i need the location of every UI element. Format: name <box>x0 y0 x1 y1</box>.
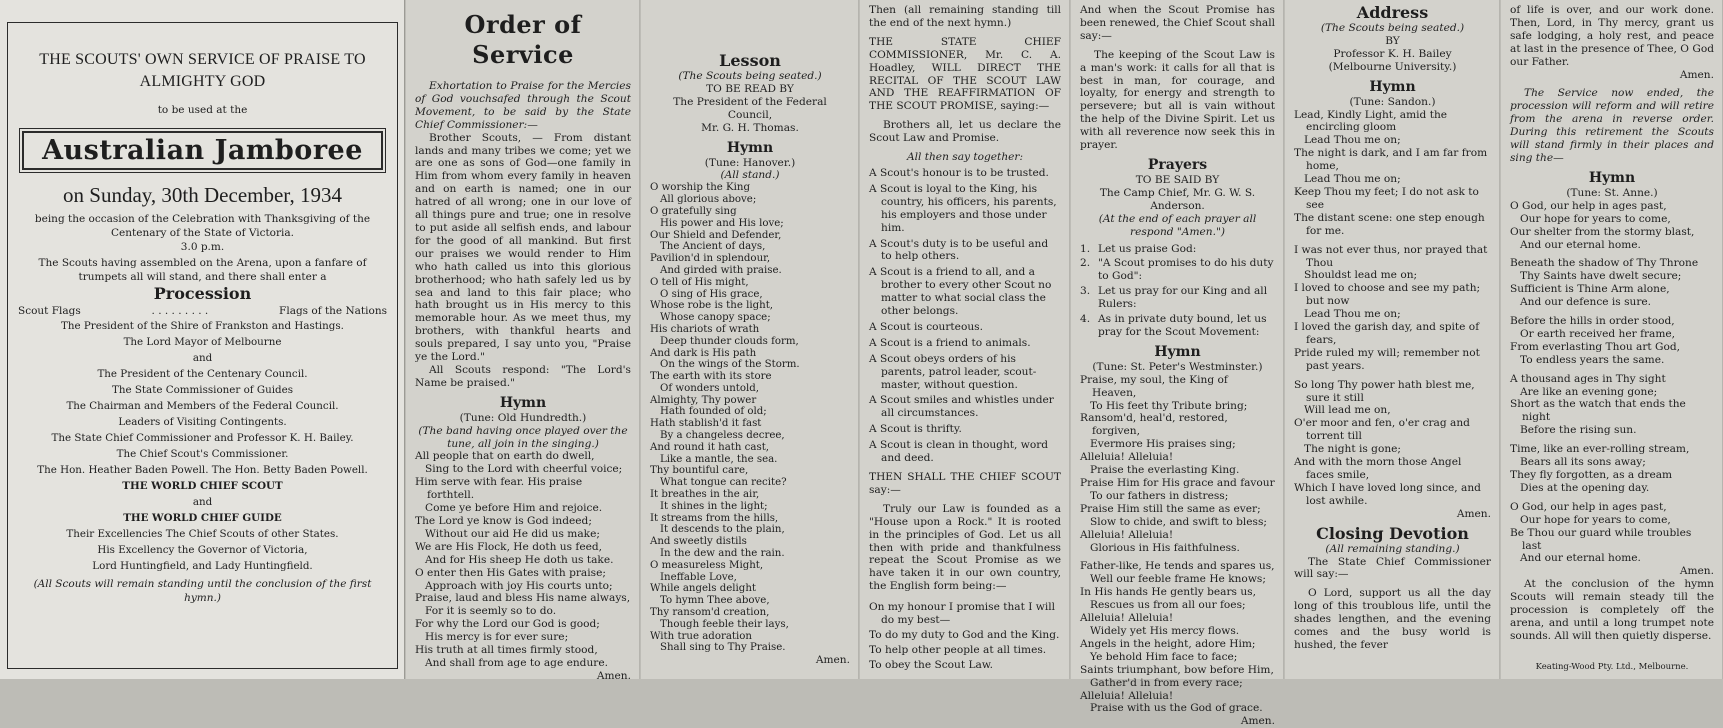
promise-line: To obey the Scout Law. <box>869 658 994 671</box>
brothers-all: Brothers all, let us declare the Scout Law and Promise. <box>869 119 1061 145</box>
service-date: on Sunday, 30th December, 1934 <box>63 182 342 207</box>
hymn-line: Pavilion'd in splendour, <box>650 253 771 265</box>
hymn-line: Angels in the height, adore Him; <box>1080 637 1256 650</box>
amen-2: Amen. <box>815 654 850 667</box>
hymn-line: To hymn Thee above, <box>660 595 770 607</box>
scouts-respond: All Scouts respond: "The Lord's Name be praised." <box>415 363 631 389</box>
occasion-text: being the occasion of the Celebration with Thanksgiving of the Centenary of the State of Victoria. <box>34 212 371 239</box>
hymn-line: Praise the everlasting King. <box>1090 464 1240 477</box>
procession-item: The State Chief Commissioner and Professor K. H. Bailey. <box>51 431 354 444</box>
procession-item: and <box>192 351 213 364</box>
hymn-line: Approach with joy His courts unto; <box>425 579 613 592</box>
hymn-tune-6: (Tune: St. Anne.) <box>1566 186 1658 199</box>
procession-item: His Excellency the Governor of Victoria, <box>97 543 308 556</box>
hymn-line: Hath stablish'd it fast <box>650 418 762 430</box>
hymn-line: Whose robe is the light, <box>650 300 774 312</box>
keeping-law: The keeping of the Scout Law is a man's work: it calls for all that is best in man, for courage, and loyalty, for energy and strength to persevere; but all is vain without the help of the Divine Spirit. Let us with all reverence now seek this in prayer. <box>1080 48 1275 152</box>
scout-law-item: A Scout is a friend to all, and a brother to every other Scout no matter to what social class the other belongs. <box>869 266 1052 318</box>
cover-panel <box>0 0 405 679</box>
hymn-line: Lead Thou me on; <box>1304 173 1401 186</box>
hymn-line: They fly forgotten, as a dream <box>1510 469 1673 481</box>
column-3 <box>860 0 1070 679</box>
hymn-heading-6: Hymn <box>1588 169 1636 186</box>
lesson-seated: (The Scouts being seated.) <box>678 70 822 82</box>
prayer-item <box>1080 313 1275 339</box>
hymn-line: O measureless Might, <box>650 559 764 571</box>
hymn-line: Our hope for years to come, <box>1520 513 1671 526</box>
procession-item: The Lord Mayor of Melbourne <box>123 335 282 348</box>
amen-4: Amen. <box>1240 715 1275 728</box>
hymn-line: Him serve with fear. His praise forthtell. <box>415 476 583 502</box>
hymn-line: Whose canopy space; <box>660 312 771 324</box>
prayers-list <box>1080 243 1275 339</box>
hymn-line: I loved the garish day, and spite of fears, <box>1294 321 1480 346</box>
hymn-line: In His hands He gently bears us, <box>1080 586 1256 599</box>
cover-title: THE SCOUTS' OWN SERVICE OF PRAISE TO ALMIGHTY GOD <box>39 51 366 90</box>
to-be-used: to be used at the <box>157 104 248 116</box>
hymn-lines-4 <box>1080 374 1275 716</box>
hymn-line: His truth at all times firmly stood, <box>415 644 598 657</box>
hymn-line: All glorious above; <box>660 194 757 206</box>
hymn-line: Thy ransom'd creation, <box>650 607 770 619</box>
hymn-line: Like a mantle, the sea. <box>660 453 778 465</box>
hymn-line: The night is gone; <box>1304 443 1401 456</box>
band-note: (The band having once played over the tune, all join in the singing.) <box>418 424 628 450</box>
procession-item: Their Excellencies The Chief Scouts of other States. <box>66 527 339 540</box>
amen-1: Amen. <box>596 669 631 682</box>
hymn-line: To His feet thy Tribute bring; <box>1090 399 1248 412</box>
promise-line: On my honour I promise that I will do my best— <box>869 601 1056 627</box>
hymn-line: Almighty, Thy power <box>650 394 757 406</box>
prayer-item <box>1080 243 1275 256</box>
hymn-line: I was not ever thus, nor prayed that Thou <box>1294 243 1488 269</box>
hymn-line: Be Thou our guard while troubles last <box>1510 526 1692 552</box>
hymn-line: Without our aid He did us make; <box>425 527 600 540</box>
hymn-tune-1: (Tune: Old Hundredth.) <box>459 411 587 424</box>
hymn-line: From everlasting Thou art God, <box>1510 340 1681 353</box>
printer-imprint: Keating-Wood Pty. Ltd., Melbourne. <box>1535 661 1689 672</box>
hymn-heading-5: Hymn <box>1369 78 1416 95</box>
hymn-line: While angels delight <box>650 583 756 595</box>
scout-law-item: A Scout smiles and whistles under all circumstances. <box>869 394 1054 420</box>
hymn-line: Alleluia! Alleluia! <box>1080 689 1174 702</box>
hymn-line: Rescues us from all our foes; <box>1090 599 1246 612</box>
hymn-line: The Ancient of days, <box>660 241 766 253</box>
promise-line: To do my duty to God and the King. <box>869 628 1060 641</box>
hymn-line: Widely yet His mercy flows. <box>1090 624 1240 637</box>
scout-law-item: A Scout is a friend to animals. <box>869 336 1031 349</box>
closing-devotion-heading: Closing Devotion <box>1316 523 1469 543</box>
hymn-line: Ye behold Him face to face; <box>1090 650 1238 663</box>
hymn-line: Lead Thou me on; <box>1304 134 1401 147</box>
hymn-line: Praise, my soul, the King of Heaven, <box>1080 373 1228 399</box>
hymn-line: Though feeble their lays, <box>660 618 789 630</box>
hymn-line: What tongue can recite? <box>660 477 787 489</box>
hymn-line: Will lead me on, <box>1304 404 1391 417</box>
hymn-line: The night is dark, and I am far from home, <box>1294 147 1488 173</box>
respond-amen: (At the end of each prayer all respond "Amen.") <box>1098 212 1257 238</box>
hymn-line: Keep Thou my feet; I do not ask to see <box>1294 185 1479 211</box>
hymn-lines-1 <box>415 450 631 669</box>
scout-laws <box>869 167 1061 465</box>
hymn-line: Alleluia! Alleluia! <box>1080 528 1174 541</box>
closing-prayer-continued: of life is over, and our work done. Then, Lord, in Thy mercy, grant us safe lodging, a holy rest, and peace at last in the presence of Thee, O God our Father. <box>1510 4 1714 68</box>
hymn-line: And with the morn those Angel faces smile, <box>1294 456 1462 481</box>
closing-prayer-start: O Lord, support us all the day long of this troublous life, until the shades lengthen, and the evening comes and the busy world is hushed, the fever <box>1294 587 1491 651</box>
hymn-line: Gather'd in from every race; <box>1090 676 1243 689</box>
hymn-line: Or earth received her frame, <box>1520 327 1676 340</box>
flags-right: Flags of the Nations <box>279 304 387 317</box>
all-stand: (All stand.) <box>720 169 780 182</box>
hymn-line: Praise Him still the same as ever; <box>1080 502 1261 515</box>
hymn-line: And our eternal home. <box>1520 552 1641 565</box>
scout-law-item: A Scout obeys orders of his parents, patrol leader, scout-master, without question. <box>869 352 1037 391</box>
direct-recital: THE STATE CHIEF COMMISSIONER, Mr. C. A. Hoadley, WILL DIRECT THE RECITAL OF THE SCOUT LAW AND THE REAFFIRMATION OF THE SCOUT PROMISE, saying:— <box>869 35 1061 113</box>
prayer-number: 1. <box>1080 242 1091 255</box>
hymn-line: Praise with us the God of grace. <box>1090 702 1263 715</box>
hymn-line: For it is seemly so to do. <box>425 605 557 618</box>
all-then-say: All then say together: <box>906 151 1024 164</box>
hymn-line: Lead, Kindly Light, amid the encircling gloom <box>1294 108 1448 134</box>
hymn-line: O'er moor and fen, o'er crag and torrent till <box>1294 417 1470 443</box>
hymn-line: We are His Flock, He doth us feed, <box>415 540 603 553</box>
brother-scouts-text: Brother Scouts, — From distant lands and many tribes we come; yet we are one as sons of God—one family in Him from whom every family in heaven and on earth is named; one in our hatred of all wrong; one in our love of all things pure and true; one in resolve to put aside all selfish ends, and labour for the good of all mankind. But first our praises we would render to Him who hath called us into this glorious brotherhood; who hath safely led us by sea and land to this fair place; who hath brought us in His mercy to this memorable hour. As we meet thus, my brothers, with thankful hearts and souls prepared, I say unto you, "Praise ye the Lord." <box>415 131 631 364</box>
hymn-line: And round it hath cast, <box>650 441 770 453</box>
procession-heading: Procession <box>153 283 252 303</box>
amen-5: Amen. <box>1456 507 1491 520</box>
hymn-line: Our shelter from the stormy blast, <box>1510 225 1695 238</box>
prayer-text: As in private duty bound, let us pray for the Scout Movement: <box>1098 313 1267 338</box>
scout-law-item: A Scout is clean in thought, word and deed. <box>869 439 1049 465</box>
hymn-lines-2 <box>650 182 850 654</box>
hymn-line: So long Thy power hath blest me, sure it still <box>1294 378 1475 404</box>
hymn-line: For why the Lord our God is good; <box>415 618 600 631</box>
hymn-line: Praise, laud and bless His name always, <box>415 592 631 605</box>
hymn-line: Time, like an ever-rolling stream, <box>1510 443 1690 456</box>
hymn-line: His mercy is for ever sure; <box>425 631 569 644</box>
column-5 <box>1285 0 1500 679</box>
hymn-line: Short as the watch that ends the night <box>1510 398 1686 424</box>
prayer-text: "A Scout promises to do his duty to God": <box>1098 257 1274 283</box>
conclusion-note: At the conclusion of the hymn Scouts will remain steady till the procession is completely off the arena, and until a long trumpet note sounds. All will then quietly disperse. <box>1510 578 1714 642</box>
amen-6a: Amen. <box>1679 68 1714 81</box>
scout-law-item: A Scout is courteous. <box>869 320 983 333</box>
all-remaining-standing: (All remaining standing.) <box>1325 542 1460 555</box>
promise-line: To help other people at all times. <box>869 643 1047 656</box>
procession-item: and <box>192 495 213 508</box>
hymn-line: I loved to choose and see my path; but now <box>1294 282 1481 308</box>
hymn-line: O gratefully sing <box>650 205 737 217</box>
hymn-line: Thy Saints have dwelt secure; <box>1520 270 1682 283</box>
hymn-line: Lead Thou me on; <box>1304 308 1401 321</box>
prayer-number: 4. <box>1080 313 1091 326</box>
to-be-read: TO BE READ BY <box>706 82 794 95</box>
hymn-line: Sing to the Lord with cheerful voice; <box>425 463 623 476</box>
hymn-line: And sweetly distils <box>650 536 747 548</box>
hymn-line: His power and His love; <box>660 217 784 229</box>
hymn-line: O worship the King <box>650 182 750 194</box>
prayer-text: Let us pray for our King and all Rulers: <box>1098 285 1268 311</box>
hymn-line: Glorious in His faithfulness. <box>1090 541 1240 554</box>
hymn-line: Deep thunder clouds form, <box>660 335 799 347</box>
reader-name: Mr. G. H. Thomas. <box>701 121 799 134</box>
hymn-line: Evermore His praises sing; <box>1090 438 1236 451</box>
then-note: Then (all remaining standing till the end of the next hymn.) <box>869 4 1061 29</box>
assembly-text: The Scouts having assembled on the Arena, upon a fanfare of trumpets all will stand, and there shall enter a <box>38 256 367 283</box>
hymn-line: Well our feeble frame He knows; <box>1090 573 1266 586</box>
hymn-line: It shines in the light; <box>660 500 768 512</box>
hymn-line: O God, our help in ages past, <box>1510 500 1667 513</box>
hymn-line: It descends to the plain, <box>660 524 785 536</box>
procession-item: The President of the Centenary Council. <box>97 367 308 380</box>
hymn-line: All people that on earth do dwell, <box>415 450 595 463</box>
hymn-line: And girded with praise. <box>660 264 782 276</box>
procession-list <box>18 318 387 574</box>
order-of-service-title: Order of Service <box>464 10 582 69</box>
professor: Professor K. H. Bailey <box>1333 47 1452 60</box>
hymn-line: On the wings of the Storm. <box>660 359 800 371</box>
procession-item: The Hon. Heather Baden Powell. The Hon. Betty Baden Powell. <box>37 463 368 476</box>
hymn-line: The distant scene: one step enough for me. <box>1294 211 1485 237</box>
hymn-line: Alleluia! Alleluia! <box>1080 451 1174 464</box>
procession-item: THE WORLD CHIEF GUIDE <box>123 511 282 524</box>
hymn-line: O tell of His might, <box>650 276 749 288</box>
when-promise: And when the Scout Promise has been renewed, the Chief Scout shall say:— <box>1080 4 1275 42</box>
flags-row <box>18 304 387 318</box>
truly-text: Truly our Law is founded as a "House upon a Rock." It is rooted in the principles of God. Let us all then with pride and thankfulness repeat the Scout Promise as we have taken it in our own country, the English form being:— <box>869 502 1061 593</box>
hymn-heading-2: Hymn <box>726 139 774 156</box>
hymn-heading-1: Hymn <box>499 394 547 411</box>
hymn-line: O enter then His Gates with praise; <box>415 566 606 579</box>
hymn-line: Slow to chide, and swift to bless; <box>1090 515 1268 528</box>
procession-item: The Chief Scout's Commissioner. <box>116 447 289 460</box>
hymn-line: Before the hills in order stood, <box>1510 315 1675 328</box>
hymn-line: Our hope for years to come, <box>1520 212 1671 225</box>
hymn-line: In the dew and the rain. <box>660 548 785 560</box>
scout-law-item: A Scout's honour is to be trusted. <box>869 166 1049 179</box>
hymn-line: A thousand ages in Thy sight <box>1510 372 1666 385</box>
hymn-line: His chariots of wrath <box>650 323 760 335</box>
hymn-line: And dark is His path <box>650 347 757 359</box>
hymn-line: And our eternal home. <box>1520 238 1641 251</box>
hymn-line: Dies at the opening day. <box>1520 481 1650 494</box>
hymn-line: And our defence is sure. <box>1520 296 1652 309</box>
hymn-line: It breathes in the air, <box>650 489 760 501</box>
hymn-line: Shouldst lead me on; <box>1304 269 1418 282</box>
hymn-line: Beneath the shadow of Thy Throne <box>1510 257 1699 270</box>
procession-item: The Chairman and Members of the Federal Council. <box>66 399 339 412</box>
scout-law-item: A Scout is thrifty. <box>869 423 962 436</box>
hymn-lines-5 <box>1294 109 1491 508</box>
standing-note: (All Scouts will remain standing until the conclusion of the first hymn.) <box>33 577 372 604</box>
hymn-line: Shall sing to Thy Praise. <box>660 642 786 654</box>
procession-item: THE WORLD CHIEF SCOUT <box>122 479 283 492</box>
prayer-item <box>1080 257 1275 283</box>
scout-law-item: A Scout's duty is to be useful and to help others. <box>869 237 1049 263</box>
hymn-line: Saints triumphant, bow before Him, <box>1080 663 1274 676</box>
procession-item: Lord Huntingfield, and Lady Huntingfield. <box>92 559 313 572</box>
column-1 <box>406 0 640 682</box>
scout-promise <box>869 601 1061 672</box>
hymn-line: Are like an evening gone; <box>1520 385 1658 398</box>
commissioner-will-say: The State Chief Commissioner will say:— <box>1294 555 1491 581</box>
hymn-line: It streams from the hills, <box>650 512 779 524</box>
hymn-line: The Lord ye know is God indeed; <box>415 515 592 527</box>
hymn-line: Of wonders untold, <box>660 382 760 394</box>
address-by: BY <box>1385 34 1400 47</box>
address-seated: (The Scouts being seated.) <box>1320 22 1465 34</box>
prayer-text: Let us praise God: <box>1098 242 1197 255</box>
university: (Melbourne University.) <box>1328 60 1457 73</box>
hymn-tune-2: (Tune: Hanover.) <box>704 156 796 169</box>
procession-item: The State Commissioner of Guides <box>112 383 293 396</box>
hymn-line: Alleluia! Alleluia! <box>1080 612 1174 625</box>
scout-law-item: A Scout is loyal to the King, his country, his officers, his parents, his employers and those under him. <box>869 182 1057 234</box>
exhortation-note: Exhortation to Praise for the Mercies of God vouchsafed through the Scout Movement, to be said by the State Chief Commissioner:— <box>415 80 631 131</box>
column-6 <box>1501 0 1723 679</box>
hymn-line: Bears all its sons away; <box>1520 456 1646 469</box>
hymn-line: Father-like, He tends and spares us, <box>1080 560 1275 573</box>
column-2 <box>641 0 859 679</box>
hymn-line: The earth with its store <box>650 371 772 383</box>
flags-dots: . . . . . . . . . <box>151 304 209 317</box>
hymn-line: Ineffable Love, <box>660 571 737 583</box>
hymn-line: With true adoration <box>650 630 752 642</box>
then-shall-chief-scout: THEN SHALL THE CHIEF SCOUT say:— <box>869 471 1061 496</box>
prayer-number: 3. <box>1080 285 1091 298</box>
hymn-heading-4: Hymn <box>1154 343 1201 360</box>
hymn-tune-5: (Tune: Sandon.) <box>1349 95 1436 108</box>
address-heading: Address <box>1356 3 1429 22</box>
hymn-line: Sufficient is Thine Arm alone, <box>1510 283 1670 296</box>
amen-6b: Amen. <box>1679 565 1714 578</box>
camp-chief: The Camp Chief, Mr. G. W. S. Anderson. <box>1099 186 1256 212</box>
hymn-tune-4: (Tune: St. Peter's Westminster.) <box>1092 360 1263 373</box>
hymn-line: Come ye before Him and rejoice. <box>425 502 603 515</box>
flags-left: Scout Flags <box>18 304 81 317</box>
hymn-line: Ransom'd, heal'd, restored, forgiven, <box>1080 412 1228 438</box>
procession-item: The President of the Shire of Frankston and Hastings. <box>61 319 344 332</box>
hymn-line: By a changeless decree, <box>660 430 785 442</box>
prayers-said-by: TO BE SAID BY <box>1135 173 1220 186</box>
prayers-heading: Prayers <box>1147 156 1208 173</box>
hymn-line: Before the rising sun. <box>1520 424 1637 437</box>
hymn-line: O sing of His grace, <box>660 288 763 300</box>
read-by: The President of the Federal Council, <box>673 95 827 121</box>
column-4 <box>1071 0 1284 728</box>
hymn-line: Our Shield and Defender, <box>650 229 782 241</box>
service-time: 3.0 p.m. <box>180 240 225 253</box>
hymn-line: To our fathers in distress; <box>1090 489 1229 502</box>
hymn-line: Praise Him for His grace and favour <box>1080 477 1275 489</box>
lesson-heading: Lesson <box>719 51 781 70</box>
hymn-line: And shall from age to age endure. <box>425 656 608 669</box>
hymn-line: O God, our help in ages past, <box>1510 199 1667 212</box>
hymn-line: Which I have loved long since, and lost awhile. <box>1294 481 1481 507</box>
prayer-number: 2. <box>1080 257 1091 270</box>
procession-item: Leaders of Visiting Contingents. <box>118 415 287 428</box>
hymn-line: Thy bountiful care, <box>650 465 749 477</box>
service-ended-note: The Service now ended, the procession will reform and will retire from the arena in reverse order. During this retirement the Scouts will stand firmly in their places and sing the— <box>1510 87 1714 164</box>
jamboree-title: Australian Jamboree <box>22 131 383 170</box>
hymn-line: To endless years the same. <box>1520 353 1665 366</box>
prayer-item <box>1080 285 1275 311</box>
hymn-lines-6 <box>1510 200 1714 566</box>
hymn-line: Hath founded of old; <box>660 406 767 418</box>
cover-border <box>7 22 398 669</box>
hymn-line: Pride ruled my will; remember not past years. <box>1294 346 1480 372</box>
hymn-line: And for His sheep He doth us take. <box>425 553 614 566</box>
